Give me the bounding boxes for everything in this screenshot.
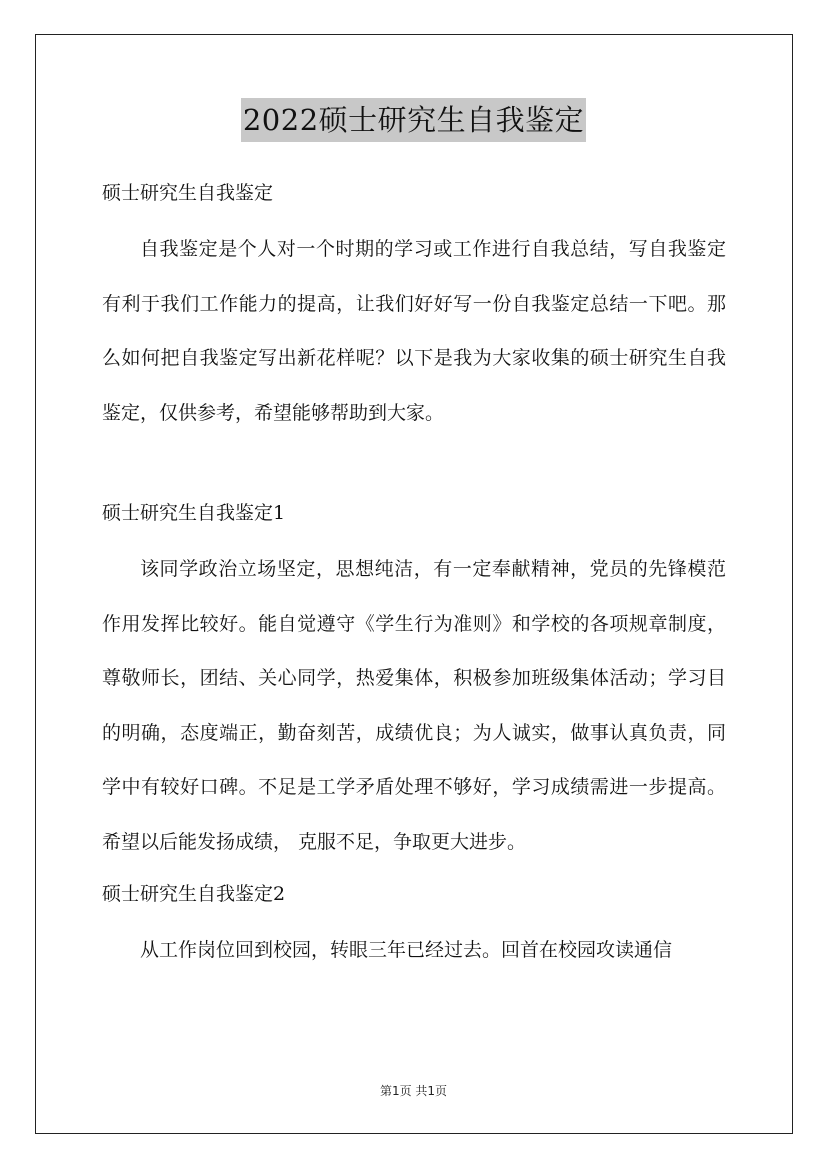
section-paragraph-2: 从工作岗位回到校园，转眼三年已经过去。回首在校园攻读通信 xyxy=(140,939,673,961)
document-title: 2022硕士研究生自我鉴定 xyxy=(241,98,586,142)
section-paragraph-1: 该同学政治立场坚定，思想纯洁，有一定奉献精神，党员的先锋模范作用发挥比较好。能自觉遵守《学生行为准则》和学校的各项规章制度，尊敬师长，团结、关心同学，热爱集体，积极参加班级集体活动；学习目的明确，态度端正，勤奋刻苦，成绩优良；为人诚实，做事认真负责，同学中有较好口碑。不足是工学矛盾处理不够好，学习成绩需进一步提高。希望以后能发扬成绩， 克服不足，争取更大进步。 xyxy=(102,558,726,853)
document-body xyxy=(102,170,726,978)
intro-paragraph: 自我鉴定是个人对一个时期的学习或工作进行自我总结，写自我鉴定有利于我们工作能力的提高，让我们好好写一份自我鉴定总结一下吧。那么如何把自我鉴定写出新花样呢？以下是我为大家收集的硕士研究生自我鉴定，仅供参考，希望能够帮助到大家。 xyxy=(102,238,726,424)
section-heading-2: 硕士研究生自我鉴定2 xyxy=(102,883,286,905)
title-container xyxy=(0,98,827,142)
intro-heading: 硕士研究生自我鉴定 xyxy=(102,182,274,204)
page-footer: 第1页 共1页 xyxy=(379,1084,448,1098)
section-spacer xyxy=(102,440,726,490)
section-heading-1: 硕士研究生自我鉴定1 xyxy=(102,502,286,524)
